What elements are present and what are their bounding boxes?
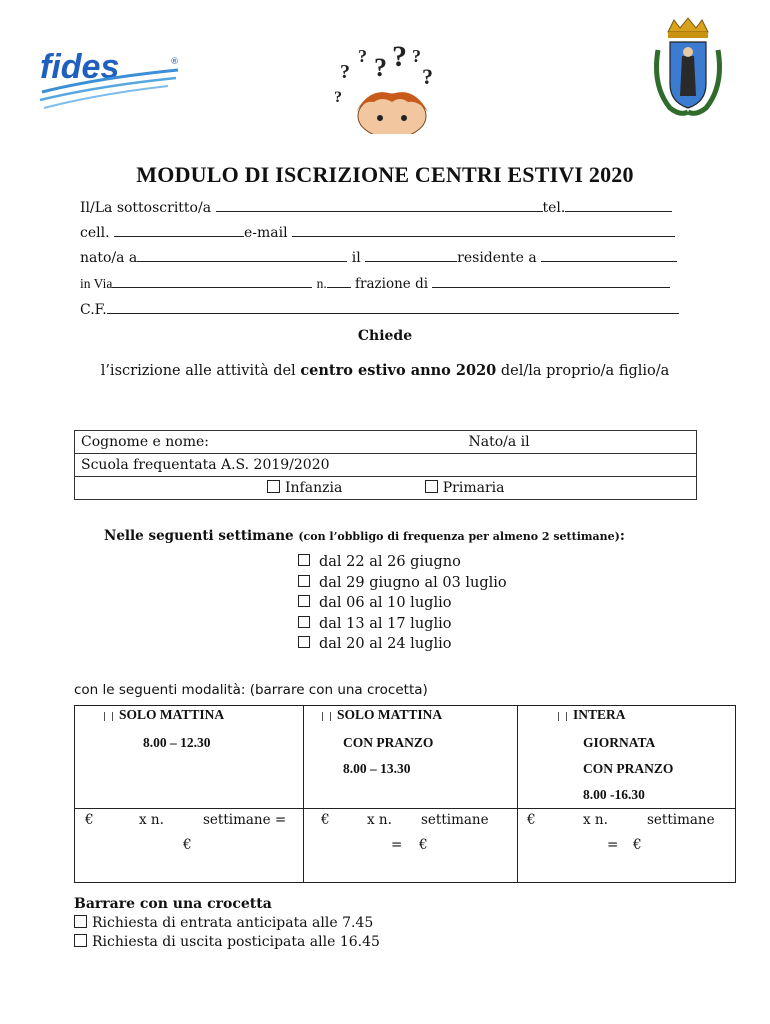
confused-kid-icon [330,38,450,134]
svg-text:?: ? [340,61,350,83]
child-info-table [74,430,697,500]
residente-field[interactable] [541,249,677,262]
cf-field[interactable] [107,301,679,314]
svg-text:®: ® [170,57,179,67]
option-solo-mattina[interactable]: | | SOLO MATTINA 8.00 – 12.30 [103,707,225,750]
cognome-label: Cognome e nome: [81,434,210,450]
fides-logo-text: fides [40,48,120,86]
cell-label: cell. [80,225,110,241]
week-item[interactable]: dal 06 al 10 luglio [298,593,507,614]
checkbox-icon[interactable] [267,480,280,493]
nato-label: nato/a a [80,250,138,266]
checkbox-icon[interactable] [298,595,310,607]
euro-sign: € [527,812,536,828]
residente-label: residente a [457,250,537,266]
nato-field[interactable] [137,249,347,262]
svg-text:?: ? [374,53,387,82]
xn-label: x n. [139,812,164,828]
entrata-anticipata-option[interactable]: Richiesta di entrata anticipata alle 7.45 [74,915,373,931]
row-via [80,275,670,292]
modalita-table [74,705,736,883]
checkbox-icon[interactable] [74,934,87,947]
email-label: e-mail [243,225,288,241]
euro-sign: € [183,837,192,853]
chiede-heading: Chiede [357,328,413,344]
svg-text:?: ? [358,46,367,66]
weeks-list [298,552,507,655]
svg-text:?: ? [334,89,342,106]
infanzia-option[interactable]: Infanzia [267,480,342,496]
settimane-label: settimane [647,812,715,828]
week-item[interactable]: dal 29 giugno al 03 luglio [298,573,507,594]
row-cell [80,224,675,241]
xn-label: x n. [583,812,608,828]
sottoscritto-field[interactable] [216,199,543,212]
sottoscritto-label: Il/La sottoscritto/a [80,200,212,216]
n-label: n. [316,276,327,291]
primaria-option[interactable]: Primaria [425,480,505,496]
checkbox-icon[interactable] [298,616,310,628]
svg-text:?: ? [412,46,421,66]
data-nascita-field[interactable] [365,249,457,262]
checkbox-icon[interactable] [298,575,310,587]
modalita-label: con le seguenti modalità: (barrare con una crocetta) [74,682,428,698]
settimane-eq-label: settimane = [203,812,287,828]
xn-label: x n. [367,812,392,828]
checkbox-icon[interactable] [298,636,310,648]
nato-il-label: Nato/a il [468,434,530,450]
scuola-options-cell [75,477,697,500]
checkbox-icon[interactable] [74,915,87,928]
settimane-heading: Nelle seguenti settimane (con l’obbligo di frequenza per almeno 2 settimane): [104,528,625,544]
cf-label: C.F. [80,302,107,318]
tel-label: tel. [542,200,566,216]
euro-sign: € [419,837,428,853]
numero-field[interactable] [327,275,351,288]
tick-box-icon[interactable]: | | [557,712,569,722]
euro-sign: € [633,837,642,853]
tick-box-icon[interactable]: | | [103,712,115,722]
equals-sign: = [391,837,403,853]
scuola-label: Scuola frequentata A.S. 2019/2020 [81,457,330,473]
euro-sign: € [321,812,330,828]
option-mattina-pranzo[interactable]: | | SOLO MATTINA CON PRANZO 8.00 – 13.30 [321,707,443,776]
week-item[interactable]: dal 13 al 17 luglio [298,614,507,635]
checkbox-icon[interactable] [298,554,310,566]
iscrizione-text: l’iscrizione alle attività del centro estivo anno 2020 del/la proprio/a figlio/a [100,362,670,379]
frazione-field[interactable] [432,275,670,288]
via-label: in Via [80,276,113,291]
row-sottoscritto [80,199,672,216]
cell-field[interactable] [114,224,244,237]
frazione-label: frazione di [355,276,429,292]
barrare-heading: Barrare con una crocetta [74,896,272,912]
email-field[interactable] [292,224,675,237]
settimane-label: settimane [421,812,489,828]
il-label: il [351,250,361,266]
euro-sign: € [85,812,94,828]
row-nato [80,249,677,266]
week-item[interactable]: dal 22 al 26 giugno [298,552,507,573]
checkbox-icon[interactable] [425,480,438,493]
tick-box-icon[interactable]: | | [321,712,333,722]
uscita-posticipata-option[interactable]: Richiesta di uscita posticipata alle 16.45 [74,934,380,950]
fides-logo [38,48,183,110]
via-field[interactable] [112,275,312,288]
cognome-cell[interactable] [75,431,697,454]
tel-field[interactable] [565,199,672,212]
scuola-cell[interactable] [75,454,697,477]
option-intera-giornata[interactable]: | | INTERA GIORNATA CON PRANZO 8.00 -16.30 [557,707,674,802]
row-cf [80,301,679,318]
week-item[interactable]: dal 20 al 24 luglio [298,634,507,655]
svg-text:?: ? [392,40,407,73]
coat-of-arms-icon [650,16,726,122]
form-title: MODULO DI ISCRIZIONE CENTRI ESTIVI 2020 [136,162,634,187]
equals-sign: = [607,837,619,853]
svg-text:?: ? [422,64,433,89]
